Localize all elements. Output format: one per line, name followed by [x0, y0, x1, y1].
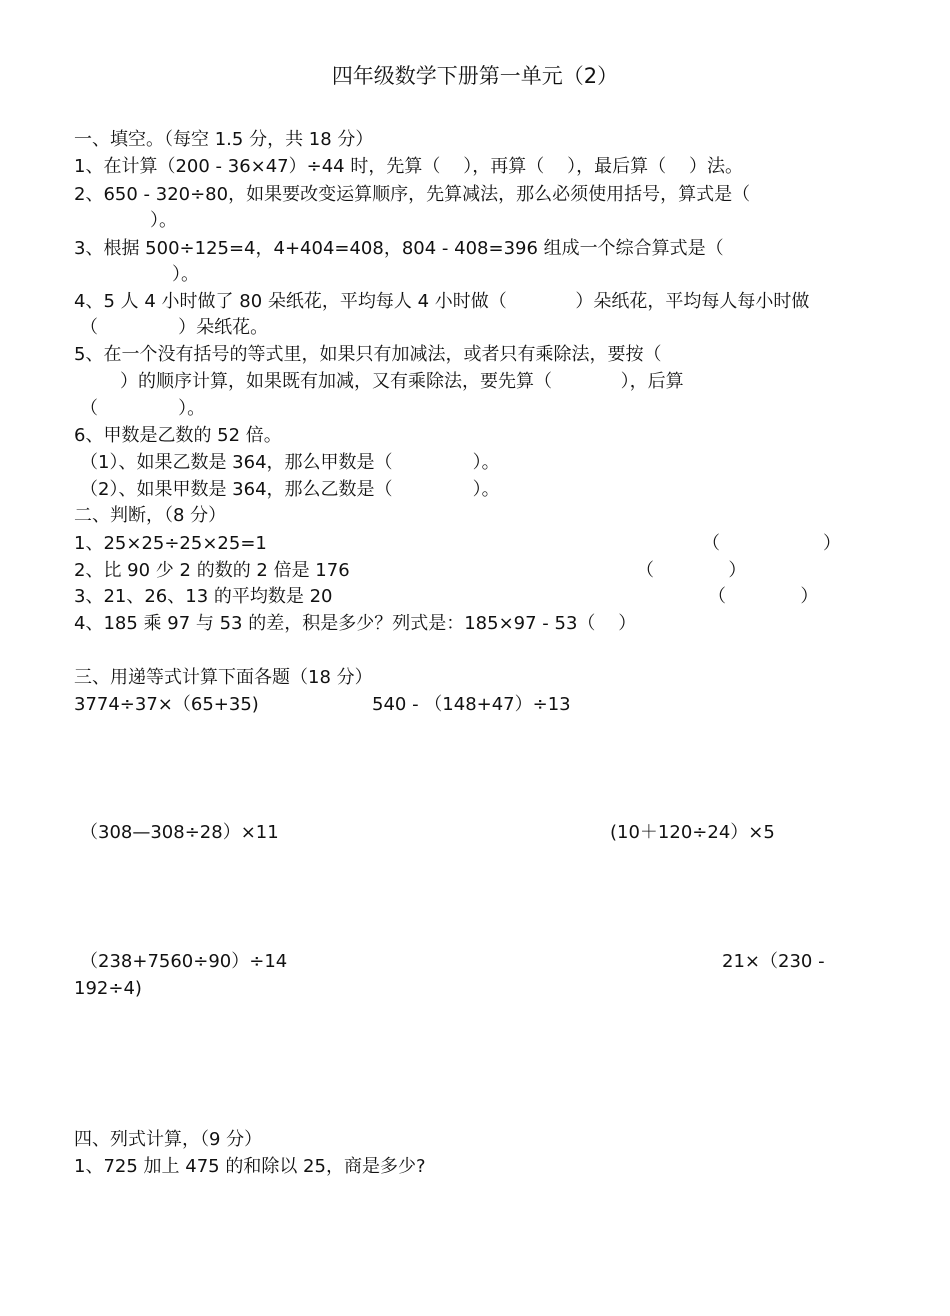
- q1-3-line2: ）。: [172, 264, 199, 285]
- q1-5-line3: （ ）。: [80, 398, 206, 419]
- q1-5-line2: ）的顺序计算，如果既有加减，又有乘除法，要先算（ ），后算: [120, 371, 684, 392]
- judge-item-4: 4、185 乘 97 与 53 的差，积是多少？列式是：185×97 - 53（ ）: [74, 613, 637, 634]
- q1-3-line1: 3、根据 500÷125=4，4+404=408，804 - 408=396 组成一个综合算式是（: [74, 238, 724, 259]
- judge-item-2: 2、比 90 少 2 的数的 2 倍是 176: [74, 560, 350, 581]
- calc-problem-4: (10＋120÷24）×5: [610, 822, 775, 843]
- q1-6-sub2: （2）、如果甲数是 364，那么乙数是（ ）。: [80, 479, 500, 500]
- judge-paren-1: （ ）: [702, 533, 841, 554]
- calc-problem-6-line2: 192÷4): [74, 978, 142, 999]
- judge-paren-3: （ ）: [708, 586, 819, 607]
- q1-2-line2: ）。: [150, 210, 177, 231]
- calc-problem-3: （308—308÷28）×11: [80, 822, 279, 843]
- q1-2-line1: 2、650 - 320÷80，如果要改变运算顺序，先算减法，那么必须使用括号，算式是（: [74, 184, 751, 205]
- section3-heading: 三、用递等式计算下面各题（18 分）: [74, 667, 373, 688]
- word-problem-1: 1、725 加上 475 的和除以 25，商是多少?: [74, 1156, 426, 1177]
- q1-6: 6、甲数是乙数的 52 倍。: [74, 425, 282, 446]
- calc-problem-1: 3774÷37×（65+35): [74, 694, 259, 715]
- calc-problem-6-line1: 21×（230 -: [722, 951, 825, 972]
- judge-item-1: 1、25×25÷25×25=1: [74, 533, 267, 554]
- calc-problem-2: 540 - （148+47）÷13: [372, 694, 571, 715]
- q1-6-sub1: （1）、如果乙数是 364，那么甲数是（ ）。: [80, 452, 500, 473]
- judge-paren-2: （ ）: [636, 560, 747, 581]
- q1-4-line1: 4、5 人 4 小时做了 80 朵纸花，平均每人 4 小时做（ ）朵纸花，平均每人每小时做: [74, 291, 810, 312]
- q1-4-line2: （ ）朵纸花。: [80, 317, 269, 338]
- section4-heading: 四、列式计算，（9 分）: [74, 1129, 263, 1150]
- judge-item-3: 3、21、26、13 的平均数是 20: [74, 586, 333, 607]
- calc-problem-5: （238+7560÷90）÷14: [80, 951, 288, 972]
- page-title: 四年级数学下册第一单元（2）: [331, 64, 619, 88]
- section1-heading: 一、填空。（每空 1.5 分，共 18 分）: [74, 129, 374, 150]
- section2-heading: 二、判断，（8 分）: [74, 505, 227, 526]
- q1-5-line1: 5、在一个没有括号的等式里，如果只有加减法，或者只有乘除法，要按（: [74, 344, 662, 365]
- q1-1: 1、在计算（200 - 36×47）÷44 时，先算（ ），再算（ ），最后算（ ）法。: [74, 156, 744, 177]
